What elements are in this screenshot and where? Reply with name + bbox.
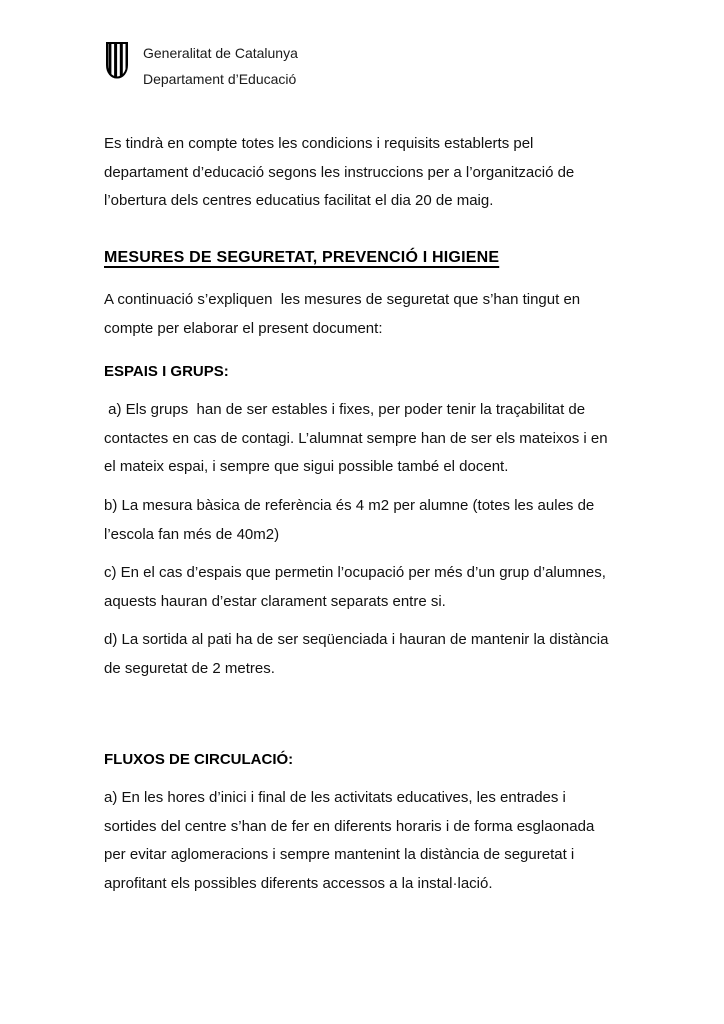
org-identity <box>143 40 298 92</box>
department-name: Departament d’Educació <box>143 71 297 87</box>
paragraph-continuacio: A continuació s’expliquen les mesures de seguretat que s’han tingut en compte per elaborar el present document: <box>104 291 585 337</box>
subheading-espais-i-grups: ESPAIS I GRUPS: <box>104 362 229 380</box>
section-heading-mesures: MESURES DE SEGURETAT, PREVENCIÓ I HIGIENE <box>104 248 500 266</box>
paragraph-espais-a: a) Els grups han de ser estables i fixes, per poder tenir la traçabilitat de contactes en cas de contagi. L’alumnat sempre han de ser els mateixos i en el mateix espai, i sempre que sigui possible també el docent. <box>104 401 612 476</box>
intro-paragraph: Es tindrà en compte totes les condicions i requisits establerts pel departament d’educació segons les instruccions per a l’organització de l’obertura dels centres educatius facilitat el dia 20 de maig. <box>104 135 579 210</box>
paragraph-fluxos-a: a) En les hores d’inici i final de les activitats educatives, les entrades i sortides del centre s’han de fer en diferents horaris i de forma esglaonada per evitar aglomeracions i sempre mantenint la distància de seguretat i aprofitant els possibles diferents accessos a la instal·lació. <box>104 789 599 892</box>
letterhead <box>104 40 620 92</box>
subheading-fluxos-de-circulacio: FLUXOS DE CIRCULACIÓ: <box>104 750 294 768</box>
paragraph-espais-c: c) En el cas d’espais que permetin l’ocupació per més d’un grup d’alumnes, aquests hauran d’estar clarament separats entre si. <box>104 564 611 610</box>
generalitat-coat-of-arms-icon <box>104 40 130 84</box>
document-body <box>104 92 620 898</box>
paragraph-espais-b: b) La mesura bàsica de referència és 4 m2 per alumne (totes les aules de l’escola fan més de 40m2) <box>104 496 599 543</box>
org-name: Generalitat de Catalunya <box>143 45 298 61</box>
paragraph-espais-d: d) La sortida al pati ha de ser seqüenciada i hauran de mantenir la distància de seguretat de 2 metres. <box>104 631 613 677</box>
